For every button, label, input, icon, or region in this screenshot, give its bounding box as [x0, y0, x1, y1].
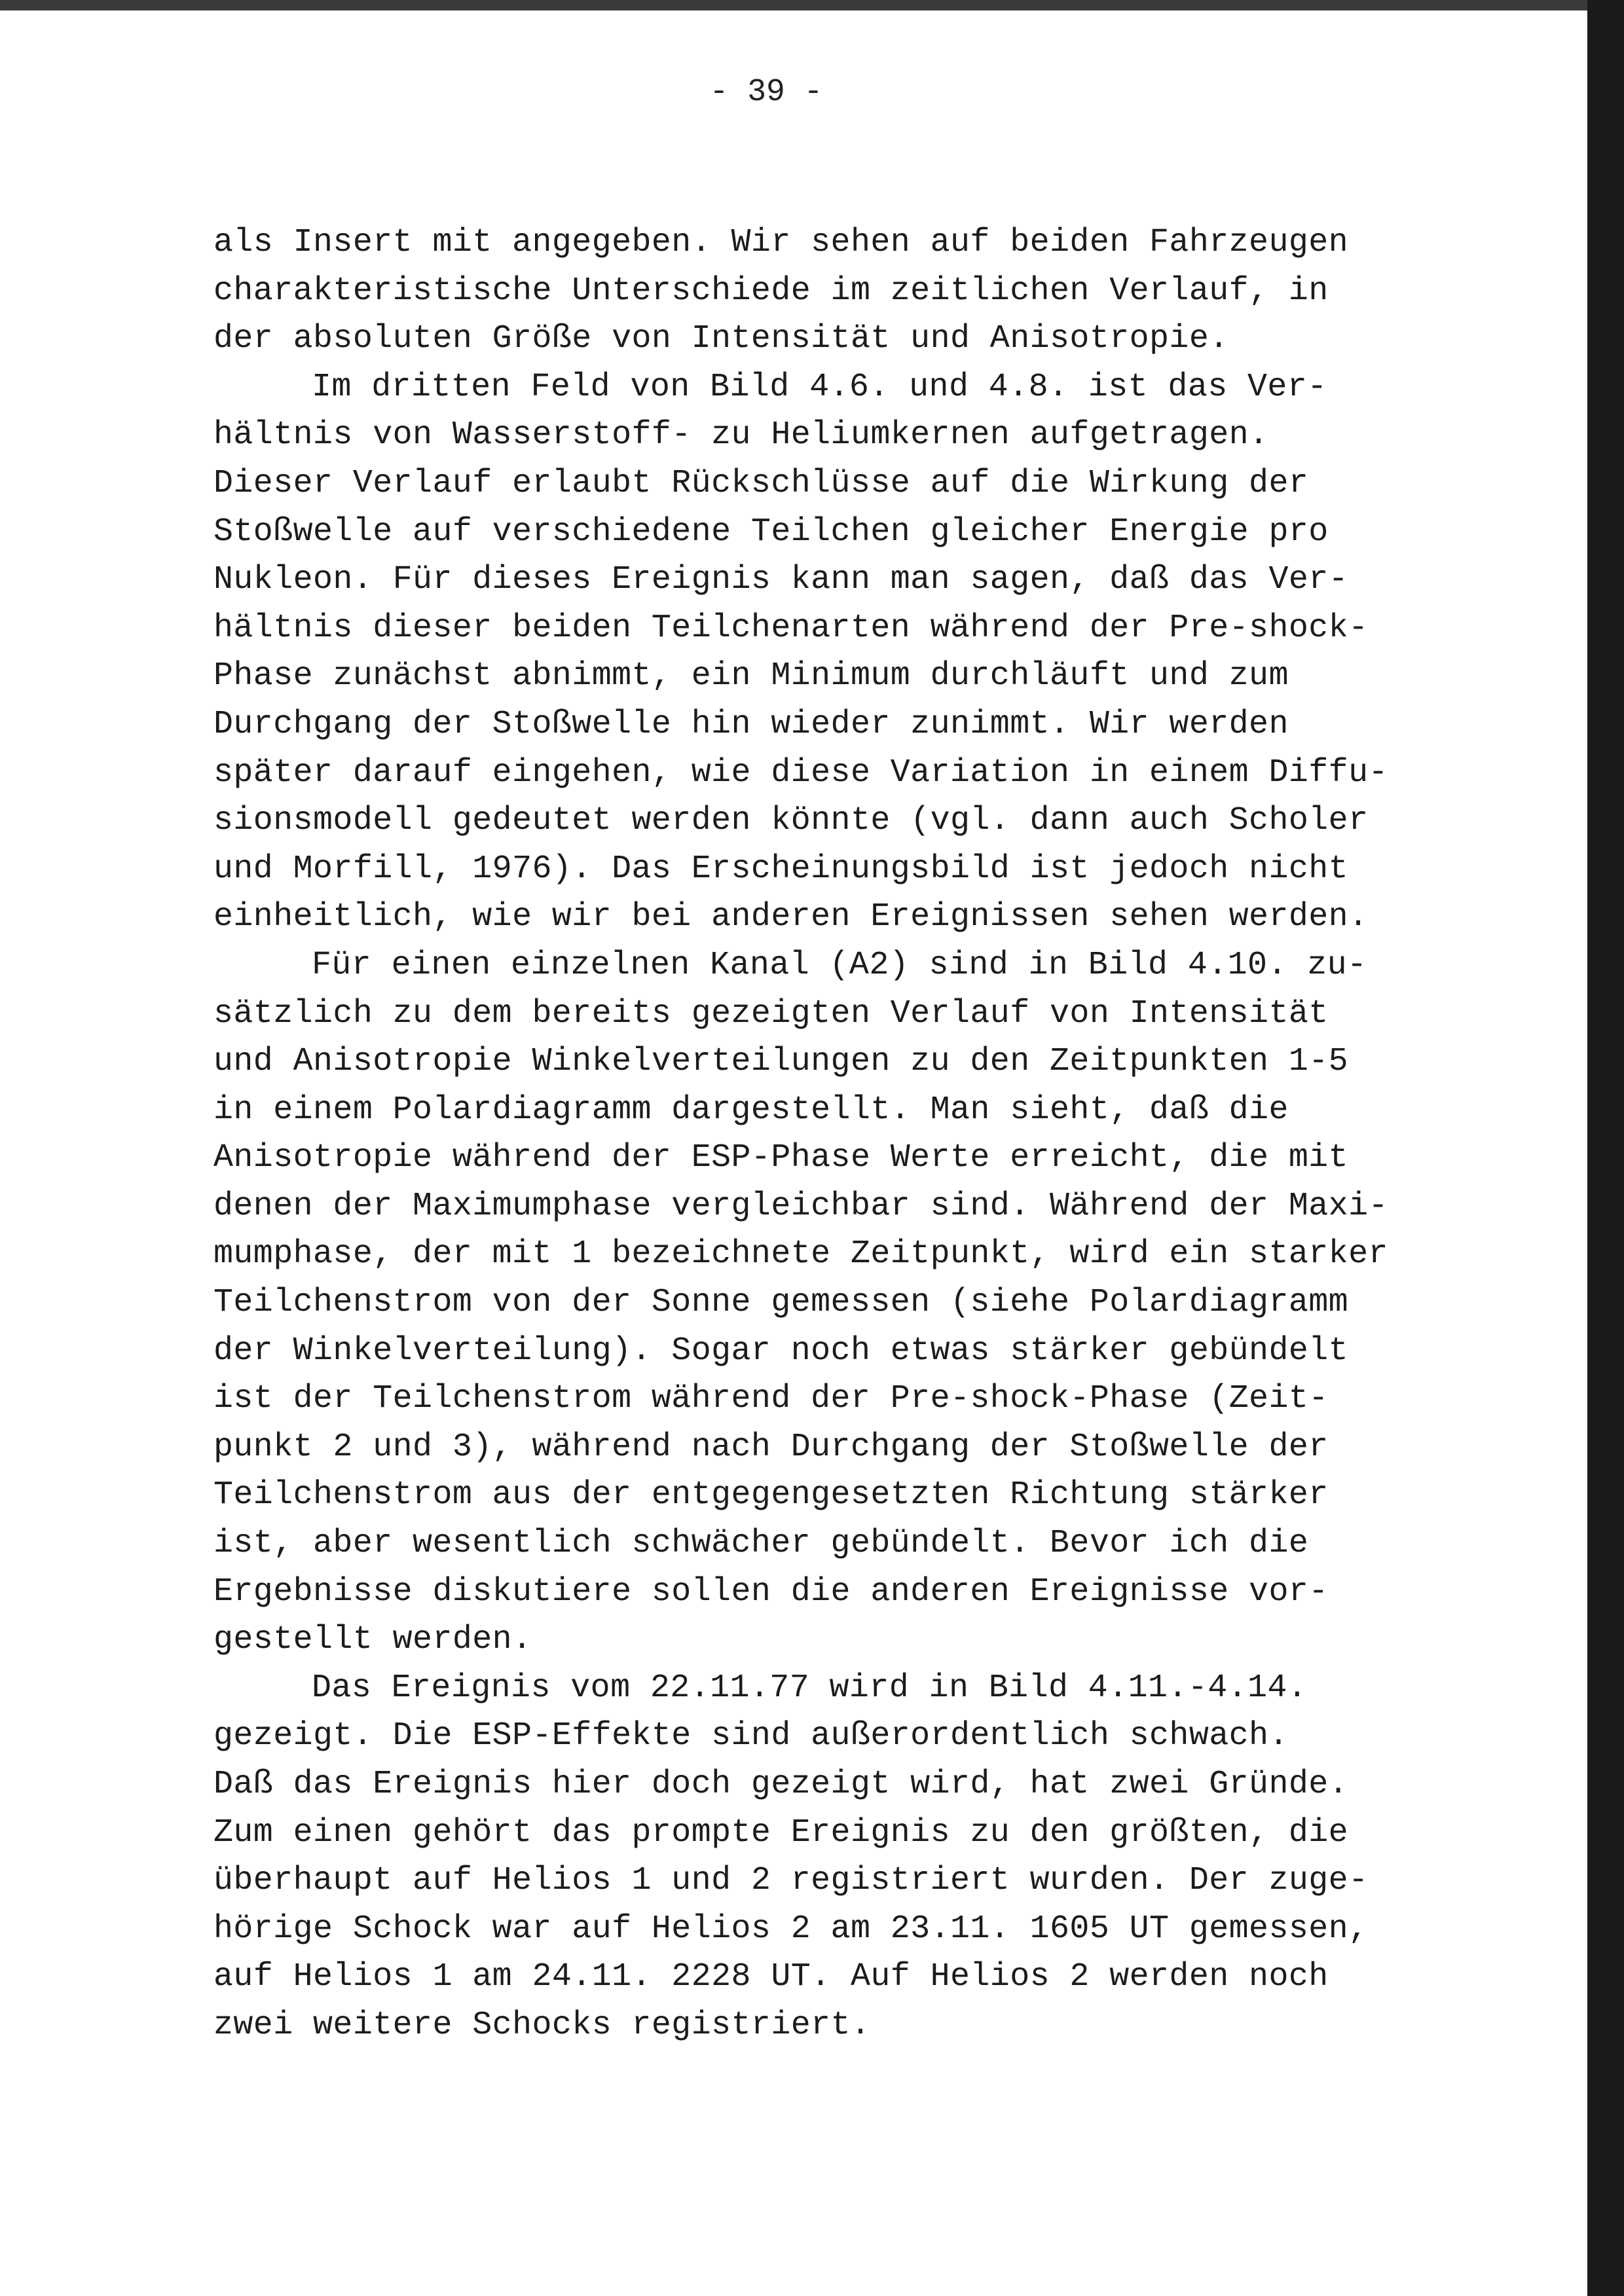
text-line: Anisotropie während der ESP-Phase Werte erreicht, die mit	[213, 1139, 1349, 1177]
text-line: Phase zunächst abnimmt, ein Minimum durchläuft und zum	[213, 657, 1289, 695]
text-line: sätzlich zu dem bereits gezeigten Verlauf von Intensität	[213, 994, 1329, 1032]
text-line: hältnis dieser beiden Teilchenarten während der Pre-shock-	[213, 609, 1369, 647]
text-line: gestellt werden.	[213, 1621, 532, 1659]
text-line: der absoluten Größe von Intensität und Anisotropie.	[213, 320, 1229, 358]
page-number: - 39 -	[709, 75, 823, 110]
document-page	[0, 10, 1587, 2296]
scan-border-right	[1587, 0, 1624, 2296]
text-line: überhaupt auf Helios 1 und 2 registriert wurden. Der zuge-	[213, 1862, 1369, 1900]
text-line: ist, aber wesentlich schwächer gebündelt. Bevor ich die	[213, 1525, 1309, 1563]
text-line: hörige Schock war auf Helios 2 am 23.11. 1605 UT gemessen,	[213, 1910, 1369, 1948]
body-text	[213, 219, 1458, 2050]
text-line: der Winkelverteilung). Sogar noch etwas stärker gebündelt	[213, 1332, 1349, 1370]
text-line: charakteristische Unterschiede im zeitlichen Verlauf, in	[213, 272, 1329, 310]
text-line: hältnis von Wasserstoff- zu Heliumkernen aufgetragen.	[213, 416, 1269, 454]
text-line: als Insert mit angegeben. Wir sehen auf beiden Fahrzeugen	[213, 224, 1349, 261]
text-line: Dieser Verlauf erlaubt Rückschlüsse auf die Wirkung der	[213, 464, 1309, 502]
text-line: auf Helios 1 am 24.11. 2228 UT. Auf Helios 2 werden noch	[213, 1958, 1329, 1996]
text-line: sionsmodell gedeutet werden könnte (vgl. dann auch Scholer	[213, 802, 1369, 840]
text-line: denen der Maximumphase vergleichbar sind. Während der Maxi-	[213, 1187, 1388, 1225]
text-line: Ergebnisse diskutiere sollen die anderen Ereignisse vor-	[213, 1573, 1329, 1611]
text-line: Durchgang der Stoßwelle hin wieder zunimmt. Wir werden	[213, 705, 1289, 743]
text-line: Nukleon. Für dieses Ereignis kann man sagen, daß das Ver-	[213, 561, 1349, 599]
text-line: Zum einen gehört das prompte Ereignis zu den größten, die	[213, 1813, 1349, 1851]
text-line: gezeigt. Die ESP-Effekte sind außerordentlich schwach.	[213, 1717, 1289, 1755]
text-line: später darauf eingehen, wie diese Variation in einem Diffu-	[213, 754, 1388, 792]
text-line: Für einen einzelnen Kanal (A2) sind in Bild 4.10. zu-	[312, 946, 1367, 984]
text-line: Teilchenstrom von der Sonne gemessen (siehe Polardiagramm	[213, 1284, 1349, 1322]
text-line: mumphase, der mit 1 bezeichnete Zeitpunkt, wird ein starker	[213, 1235, 1388, 1273]
scan-border-top	[0, 0, 1598, 10]
text-line: und Morfill, 1976). Das Erscheinungsbild ist jedoch nicht	[213, 850, 1349, 888]
text-line: und Anisotropie Winkelverteilungen zu den Zeitpunkten 1-5	[213, 1043, 1349, 1081]
text-line: Das Ereignis vom 22.11.77 wird in Bild 4.11.-4.14.	[312, 1669, 1308, 1707]
text-line: Teilchenstrom aus der entgegengesetzten Richtung stärker	[213, 1476, 1329, 1514]
text-line: ist der Teilchenstrom während der Pre-shock-Phase (Zeit-	[213, 1380, 1329, 1418]
text-line: einheitlich, wie wir bei anderen Ereignissen sehen werden.	[213, 898, 1369, 936]
text-line: Stoßwelle auf verschiedene Teilchen gleicher Energie pro	[213, 513, 1329, 551]
text-line: Im dritten Feld von Bild 4.6. und 4.8. ist das Ver-	[312, 368, 1327, 406]
text-line: in einem Polardiagramm dargestellt. Man sieht, daß die	[213, 1091, 1289, 1129]
text-line: punkt 2 und 3), während nach Durchgang der Stoßwelle der	[213, 1428, 1329, 1466]
text-line: Daß das Ereignis hier doch gezeigt wird, hat zwei Gründe.	[213, 1766, 1349, 1803]
text-line: zwei weitere Schocks registriert.	[213, 2006, 871, 2044]
